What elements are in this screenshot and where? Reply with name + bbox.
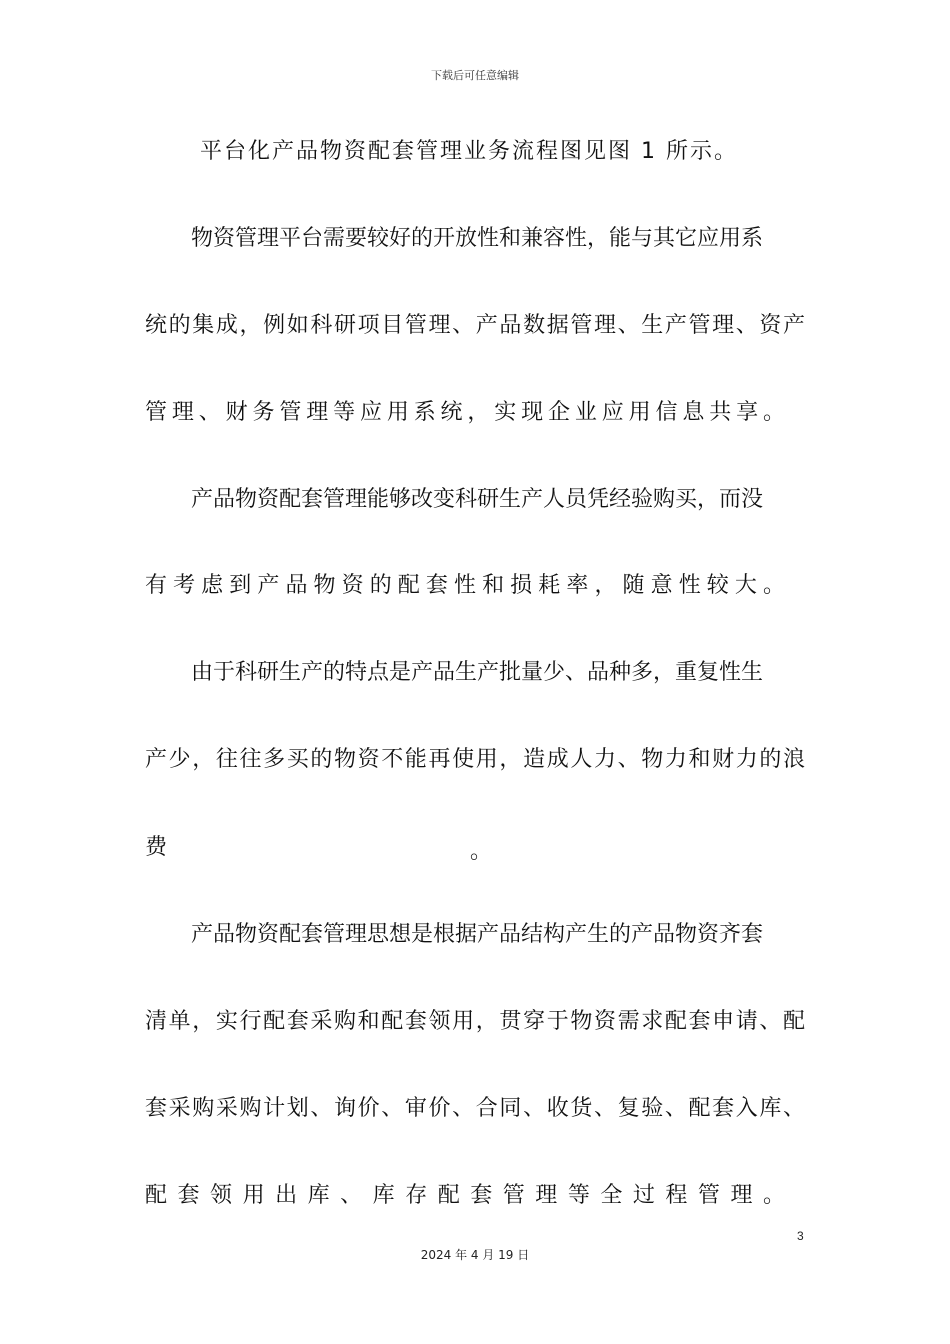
paragraph-line: 产少，往往多买的物资不能再使用，造成人力、物力和财力的浪 <box>145 747 805 772</box>
paragraph-line: 管理、财务管理等应用系统，实现企业应用信息共享。 <box>145 400 785 425</box>
footer-date: 2024 年 4 月 19 日 <box>420 1248 530 1262</box>
paragraph-line: 由于科研生产的特点是产品生产批量少、品种多，重复性生 <box>191 660 764 685</box>
paragraph-line: 套采购采购计划、询价、审价、合同、收货、复验、配套入库、 <box>145 1096 805 1121</box>
paragraph-line: 产品物资配套管理能够改变科研生产人员凭经验购买，而没 <box>191 487 764 512</box>
paragraph-line: 统的集成，例如科研项目管理、产品数据管理、生产管理、资产 <box>145 313 805 338</box>
page-header: 下载后可任意编辑 <box>431 69 519 82</box>
paragraph-line: 物资管理平台需要较好的开放性和兼容性，能与其它应用系 <box>191 226 764 251</box>
paragraph-line: 清单，实行配套采购和配套领用，贯穿于物资需求配套申请、配 <box>145 1009 805 1034</box>
paragraph-line: 费 <box>145 835 168 860</box>
paragraph-line: 有考虑到产品物资的配套性和损耗率，随意性较大。 <box>145 573 785 598</box>
paragraph-period: 。 <box>470 839 493 864</box>
paragraph-line: 配套领用出库、库存配套管理等全过程管理。 <box>145 1183 785 1208</box>
page-number: 3 <box>797 1229 804 1243</box>
paragraph-line: 产品物资配套管理思想是根据产品结构产生的产品物资齐套 <box>191 922 764 947</box>
paragraph-line: 平台化产品物资配套管理业务流程图见图 1 所示。 <box>200 139 738 164</box>
